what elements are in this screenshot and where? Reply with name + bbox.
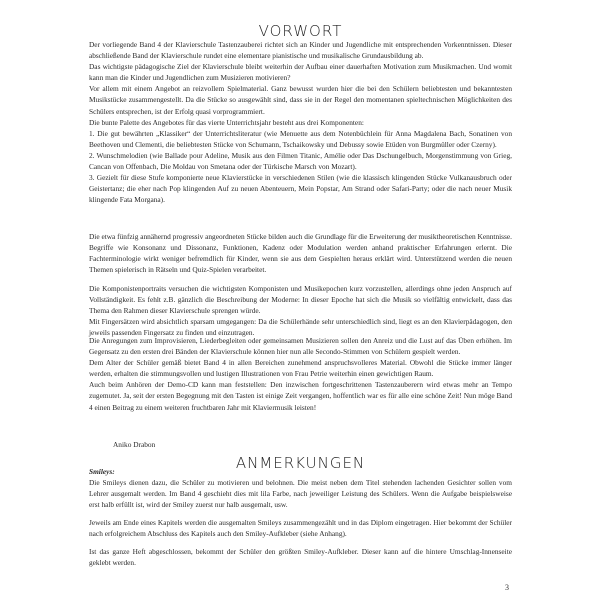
notes-block-3 — [89, 546, 512, 568]
preface-paragraph: Dem Alter der Schüler gemäß bietet Band 4 in allen Bereichen zunehmend anspruchsvolleres Material. Obwohl die Stücke immer länger werden, erhalten die stimmungsvollen und lustigen Illustrationen von Frau Petrie weiterhin einen gewichtigen Raum. — [89, 358, 512, 379]
preface-paragraph: Auch beim Anhören der Demo-CD kann man feststellen: Den inzwischen fortgeschrittenen Tastenzauberern wird etwas mehr an Tempo zugemutet. Ja, seit der ersten Begegnung mit den Tasten ist einige Zeit vergangen, hoffentlich war es für alle eine schöne Zeit! Nun möge Band 4 einen Beitrag zu einem weiteren fruchtbaren Jahr mit Klaviermusik leisten! — [89, 380, 512, 412]
preface-paragraph: Das wichtigste pädagogische Ziel der Klavierschule bleibt weiterhin der Aufbau einer dauerhaften Motivation zum Musikmachen. Und womit kann man die Kinder und Jugendlichen zum Musizieren motivieren? — [89, 62, 512, 83]
preface-paragraph: Vor allem mit einem Angebot an reizvollem Spielmaterial. Ganz bewusst wurden hier die bei den Schülern beliebtesten und bekanntesten Musikstücke zusammengestellt. Da die Stücke so ausgewählt sind, dass sie in der Regel den momentanen spieltechnischen Möglichkeiten des Schülers entsprechen, ist der Erfolg quasi vorprogrammiert. — [89, 84, 512, 116]
signature: Aniko Drabon — [113, 440, 156, 449]
component-item-3: 3. Gezielt für diese Stufe komponierte neue Klavierstücke in verschiedenen Stilen (wie die klassisch klingenden Stücke Vulkanausbruch oder Geistertanz; die eher nach Pop klingenden Auf zu neuen Abenteuern, Mein Popstar, Am Strand oder Safari-Party; oder die nach neuer Musik klingende Fata Morgana). — [89, 173, 512, 205]
preface-paragraph: Die bunte Palette des Angebotes für das vierte Unterrichtsjahr besteht aus drei Komponenten: — [89, 117, 364, 127]
notes-block-1 — [89, 466, 512, 510]
preface-block-4 — [89, 335, 512, 413]
preface-paragraph: Die etwa fünfzig annähernd progressiv angeordneten Stücke bilden auch die Grundlage für die Erweiterung der musiktheoretischen Kenntnisse. Begriffe wie Konsonanz und Dissonanz, Funktionen, Kadenz oder Modulation werden anhand praktischer Erfahrungen erlernt. Die Fachterminologie wirkt weniger befremdlich für Kinder, wenn sie aus dem Gespielten heraus erklärt wird. Unterstützend werden die neuen Themen spielerisch in Rätseln und Quiz-Spielen verarbeitet. — [89, 232, 512, 275]
title-vorwort: VORWORT — [258, 22, 343, 40]
notes-paragraph: Die Smileys dienen dazu, die Schüler zu motivieren und belohnen. Die meist neben dem Titel stehenden lachenden Gesichter sollen vom Lehrer ausgemalt werden. Im Band 4 geschieht dies mit lila Farbe, nach jeweiliger Leistung des Schülers. Wenn die Aufgabe beispielsweise erst halb erfüllt ist, wird der Smiley zuerst nur halb ausgemalt, usw. — [89, 478, 512, 510]
component-item-2: 2. Wunschmelodien (wie Ballade pour Adeline, Musik aus den Filmen Titanic, Amélie oder Das Dschungelbuch, Morgenstimmung von Grieg, Cancan von Offenbach, Die Moldau von Smetana oder der Türkische Marsch von Mozart). — [89, 150, 512, 172]
notes-paragraph: Ist das ganze Heft abgeschlossen, bekommt der Schüler den größten Smiley-Aufkleber. Dieser kann auf die hintere Umschlag-Innenseite geklebt werden. — [89, 547, 512, 568]
notes-paragraph: Jeweils am Ende eines Kapitels werden die ausgemalten Smileys zusammengezählt und in das Diplom eingetragen. Hier bekommt der Schüler nach erfolgreichem Abschluss des Kapitels auch den Smiley-Aufkleber (siehe Anhang). — [89, 518, 512, 539]
preface-paragraph: Die Komponistenportraits versuchen die wichtigsten Komponisten und Musikepochen kurz vorzustellen, allerdings ohne jeden Anspruch auf Vollständigkeit. Es fehlt z.B. gänzlich die Beschreibung der Moderne: In dieser Epoche hat sich die Musik so vielfältig entwickelt, dass das Thema den Rahmen dieser Klavierschule sprengen würde. — [89, 284, 512, 316]
preface-block-2 — [89, 231, 512, 275]
title-anmerkungen: ANMERKUNGEN — [235, 454, 366, 472]
preface-paragraph: Mit Fingersätzen wird absichtlich sparsam umgegangen: Da die Schülerhände sehr unterschiedlich sind, liegt es an den Klavierpädagogen, den jeweils passenden Fingersatz zu finden und einzutragen. — [89, 317, 512, 338]
component-item-1: 1. Die gut bewährten „Klassiker“ der Unterrichtsliteratur (wie Menuette aus dem Notenbüchlein für Anna Magdalena Bach, Sonatinen von Beethoven und Clementi, die beliebtesten Stücke von Schumann, Tschaikowsky und Debussy sowie Etüden von Burgmüller oder Czerny). — [89, 128, 512, 149]
preface-block-3 — [89, 283, 512, 338]
preface-block-1 — [89, 39, 512, 205]
preface-paragraph: Die Anregungen zum Improvisieren, Liederbegleiten oder gemeinsamen Musizieren sollen den Anreiz und die Lust auf das Üben erhöhen. Im Gegensatz zu den ersten drei Bänden der Klavierschule können hier nun alle Secondo-Stimmen von Schülern gespielt werden. — [89, 336, 512, 357]
notes-heading: Smileys: — [89, 467, 115, 476]
page-number: 3 — [505, 583, 509, 592]
notes-block-2 — [89, 517, 512, 539]
preface-paragraph: Der vorliegende Band 4 der Klavierschule Tastenzauberei richtet sich an Kinder und Jugendliche mit entsprechenden Vorkenntnissen. Dieser abschließende Band der Klavierschule rundet eine elementare pianistische und musikalische Grundausbildung ab. — [89, 40, 512, 61]
